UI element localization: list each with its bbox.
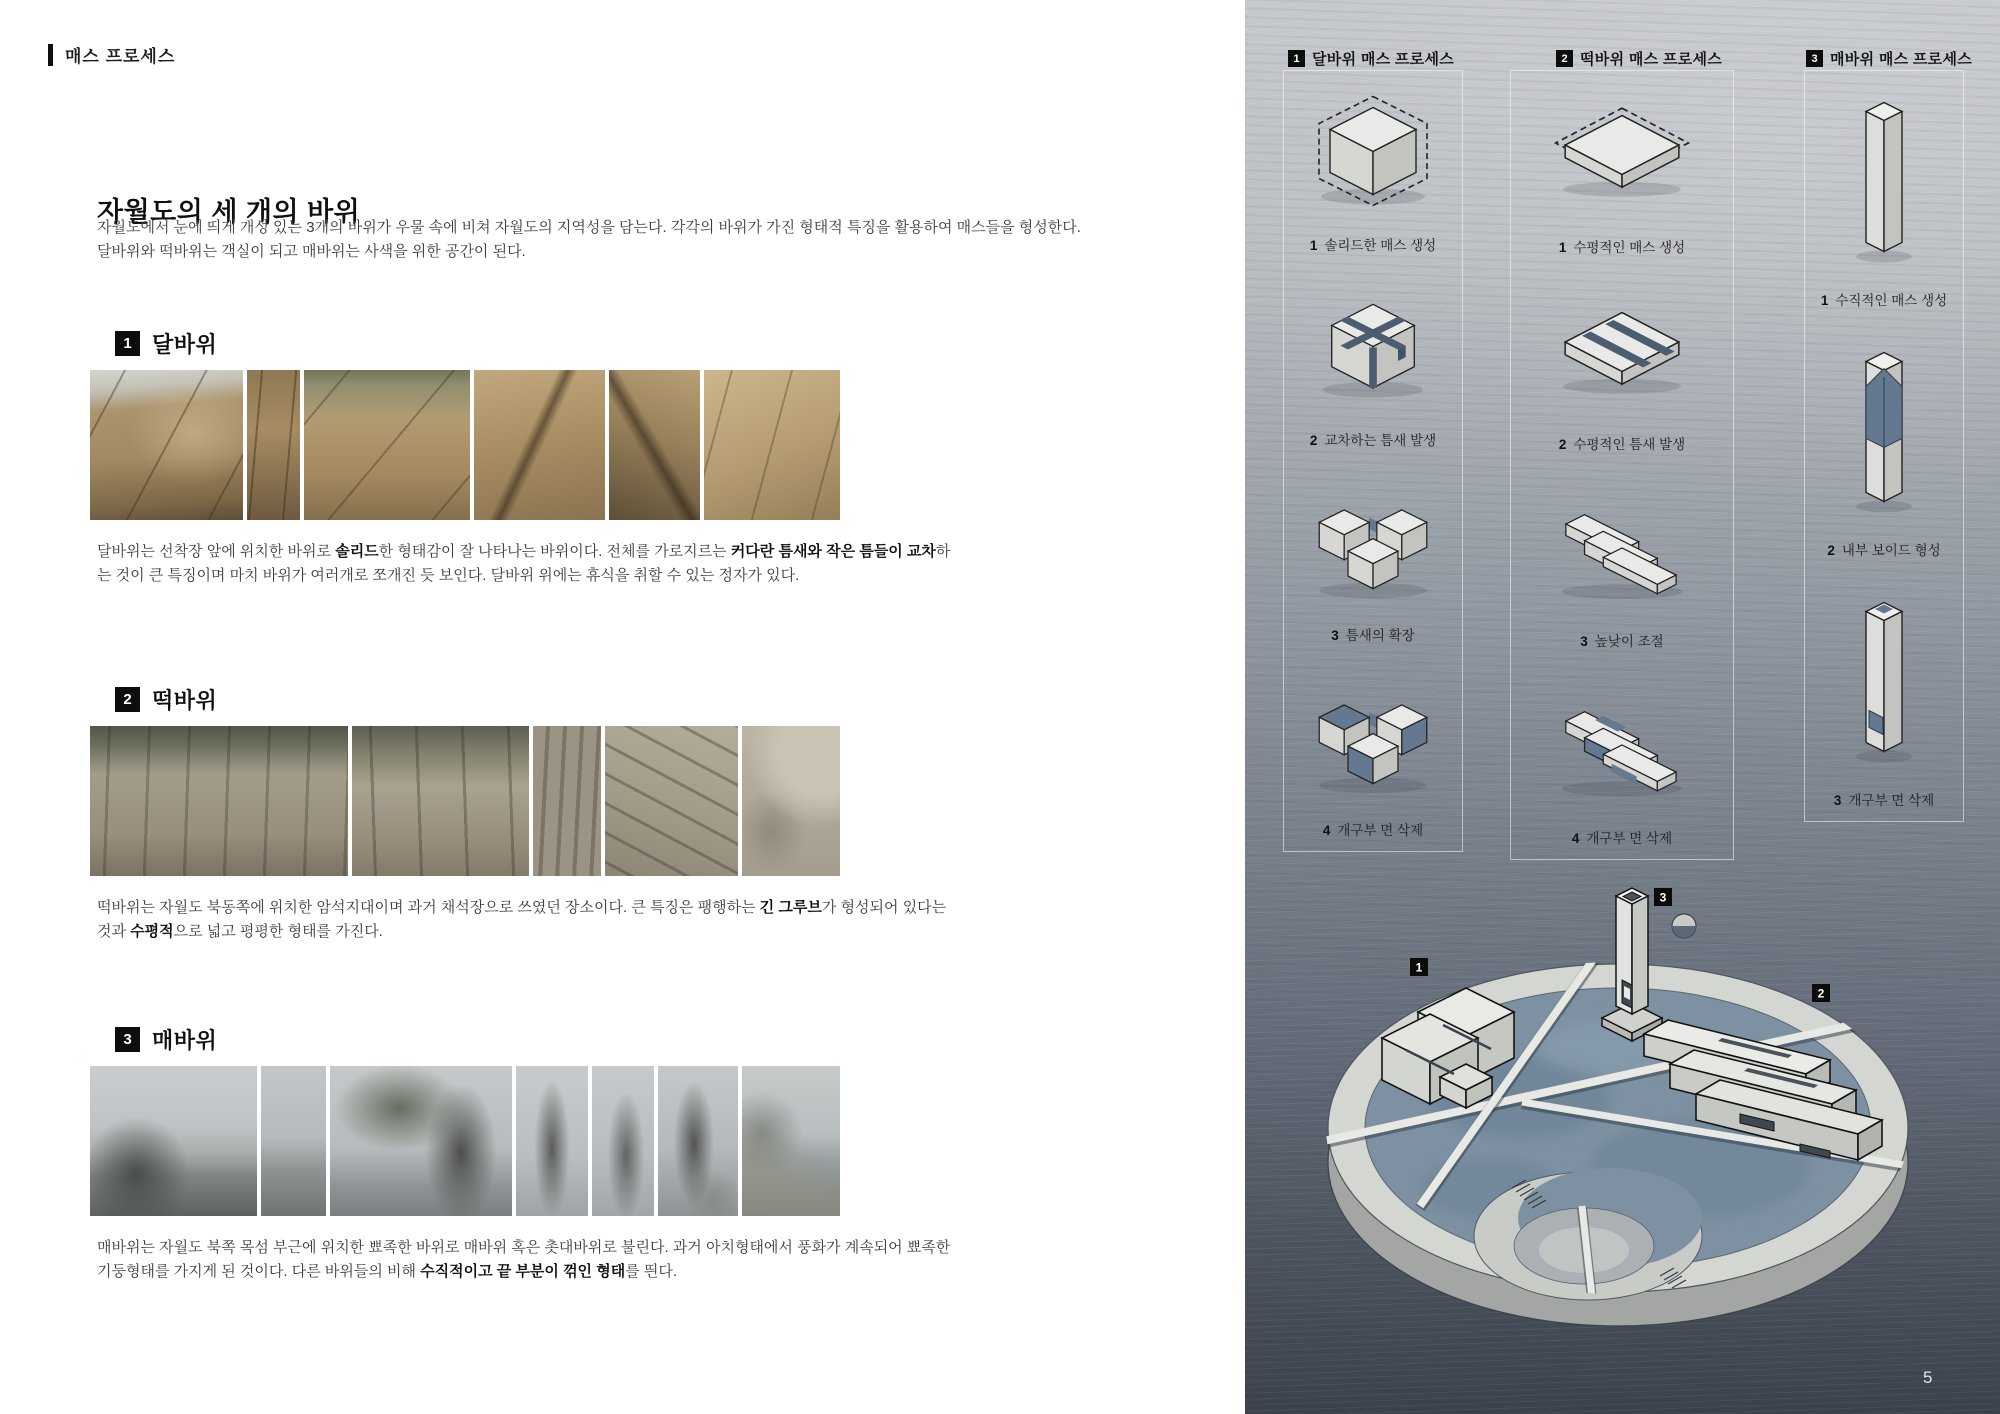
diagram-inner-void-pillar (1829, 341, 1939, 519)
diagram-horizontal-gaps-slab (1547, 301, 1697, 401)
photo-strip-maebawi (90, 1066, 840, 1216)
rock-photo (742, 726, 840, 876)
rock-photo (609, 370, 699, 520)
rock-photo (592, 1066, 654, 1216)
section-description: 떡바위는 자월도 북동쪽에 위치한 암석지대이며 과거 채석장으로 쓰였던 장소이다. 큰 특징은 팽행하는 긴 그루브가 형성되어 있다는 것과 수평적으로 넓고 평평한 형태를 가진다. (97, 899, 947, 940)
section-maebawi (90, 1022, 970, 1284)
section-dalbawi (90, 326, 970, 588)
column-number-badge: 2 (1556, 50, 1573, 67)
axon-sphere (1672, 914, 1696, 938)
page-title: 자월도의 세 개의 바위 (97, 197, 361, 228)
diagram-solid-cube-mass (1303, 89, 1443, 217)
photo-strip-dalbawi (90, 370, 840, 520)
process-column-maebawi (1804, 70, 1964, 822)
section-title: 떡바위 (152, 687, 218, 713)
axon-marker-3: 3 (1659, 890, 1667, 905)
diagram-opening-faces-cluster (1303, 678, 1443, 798)
rock-photo (474, 370, 605, 520)
diagram-opening-faces-bars (1547, 693, 1697, 797)
mass-process-panel (1245, 0, 2000, 1414)
photo-strip-tteokbawi (90, 726, 840, 876)
rock-photo (330, 1066, 512, 1216)
section-number-badge: 1 (115, 331, 140, 356)
rock-photo (605, 726, 738, 876)
intro-paragraph (97, 216, 1207, 264)
section-number-badge: 3 (115, 1027, 140, 1052)
process-step: 1 수직적인 매스 생성 (1805, 71, 1963, 321)
rock-photo (742, 1066, 840, 1216)
rock-photo (90, 726, 348, 876)
column-header-dalbawi (1288, 48, 1454, 69)
section-tteokbawi (90, 682, 970, 944)
process-step: 4 개구부 면 삭제 (1511, 662, 1733, 859)
kicker-bar-icon (48, 44, 53, 66)
section-heading (115, 682, 970, 716)
rock-photo (516, 1066, 589, 1216)
section-title: 매바위 (152, 1027, 218, 1053)
process-step: 3 틈새의 확장 (1284, 461, 1462, 656)
column-title: 떡바위 매스 프로세스 (1580, 51, 1723, 68)
axon-marker-1: 1 (1415, 960, 1423, 975)
section-heading (115, 326, 970, 360)
page-kicker (48, 42, 175, 67)
section-number-badge: 2 (115, 687, 140, 712)
rock-photo (533, 726, 602, 876)
column-title: 달바위 매스 프로세스 (1312, 51, 1455, 68)
rock-photo (352, 726, 529, 876)
rock-photo (247, 370, 300, 520)
column-number-badge: 3 (1806, 50, 1823, 67)
section-title: 달바위 (152, 331, 218, 357)
process-step: 2 내부 보이드 형성 (1805, 321, 1963, 571)
section-heading (115, 1022, 970, 1056)
rock-photo (90, 370, 243, 520)
column-header-maebawi (1806, 48, 1972, 69)
diagram-height-adjusted-bars (1547, 496, 1697, 600)
process-step: 2 수평적인 틈새 발생 (1511, 268, 1733, 465)
process-column-tteokbawi (1510, 70, 1734, 860)
site-axonometric-well-diagram (1270, 868, 1980, 1388)
diagram-vertical-pillar-mass (1829, 91, 1939, 269)
kicker-label: 매스 프로세스 (65, 47, 176, 66)
axon-marker-2: 2 (1817, 986, 1825, 1001)
column-number-badge: 1 (1288, 50, 1305, 67)
intro-line-1: 자월도에서 눈에 띄게 개성 있는 3개의 바위가 우물 속에 비쳐 자월도의 지역성을 담는다. 각각의 바위가 가진 형태적 특징을 활용하여 매스들을 형성한다. (97, 219, 1081, 236)
rock-photo (90, 1066, 257, 1216)
rock-photo (261, 1066, 326, 1216)
column-header-tteokbawi (1556, 48, 1722, 69)
diagram-expanded-gaps-cluster (1303, 483, 1443, 603)
process-step: 4 개구부 면 삭제 (1284, 656, 1462, 851)
page-number: 5 (1923, 1368, 1933, 1387)
rock-photo (658, 1066, 738, 1216)
column-title: 매바위 매스 프로세스 (1830, 51, 1973, 68)
diagram-horizontal-slab-mass (1547, 104, 1697, 204)
rock-photo (304, 370, 470, 520)
diagram-opening-face-pillar (1829, 591, 1939, 769)
diagram-crossing-gaps-cube (1303, 288, 1443, 408)
section-description: 매바위는 자월도 북쪽 목섬 부근에 위치한 뾰족한 바위로 매바위 혹은 촛대바위로 불린다. 과거 아치형태에서 풍화가 계속되어 뾰족한 기둥형태를 가지게 된 것이다. 다른 바위들의 비해 수직적이고 끝 부분이 꺾인 형태를 띈다. (97, 1239, 951, 1280)
process-column-dalbawi (1283, 70, 1463, 852)
section-description: 달바위는 선착장 앞에 위치한 바위로 솔리드한 형태감이 잘 나타나는 바위이다. 전체를 가로지르는 커다란 틈새와 작은 틈들이 교차하는 것이 큰 특징이며 마치 바위가 여러개로 쪼개진 듯 보인다. 달바위 위에는 휴식을 취할 수 있는 정자가 있다. (97, 543, 951, 584)
process-step: 3 개구부 면 삭제 (1805, 571, 1963, 821)
process-step: 1 수평적인 매스 생성 (1511, 71, 1733, 268)
rock-photo (704, 370, 840, 520)
process-step: 1 솔리드한 매스 생성 (1284, 71, 1462, 266)
intro-line-2: 달바위와 떡바위는 객실이 되고 매바위는 사색을 위한 공간이 된다. (97, 243, 526, 260)
process-step: 3 높낮이 조절 (1511, 465, 1733, 662)
process-step: 2 교차하는 틈새 발생 (1284, 266, 1462, 461)
